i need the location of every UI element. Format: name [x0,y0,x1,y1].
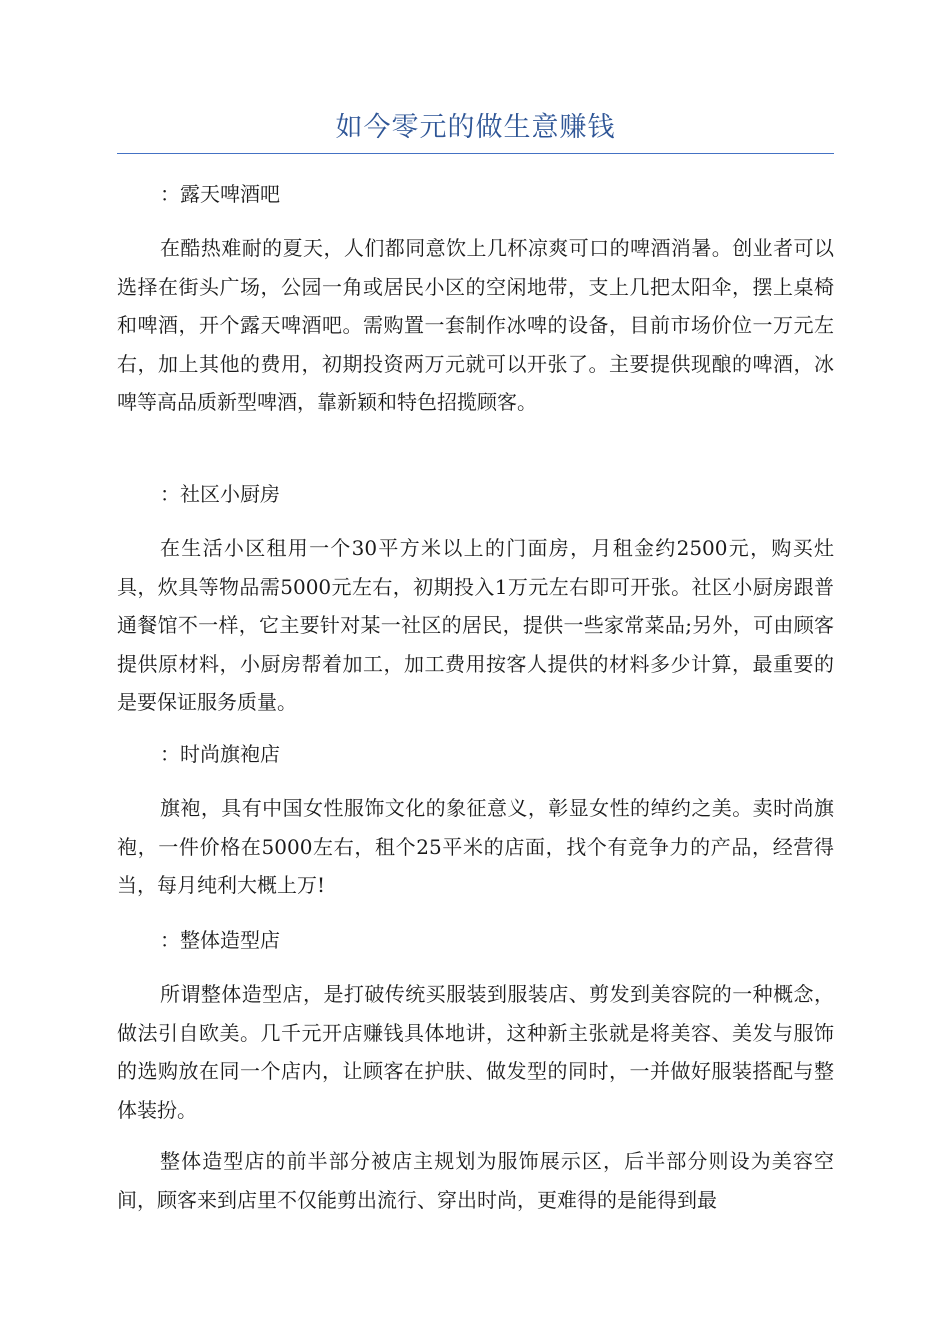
paragraph: 整体造型店的前半部分被店主规划为服饰展示区，后半部分则设为美容空间，顾客来到店里不仅能剪出流行、穿出时尚，更难得的是能得到最 [117,1149,834,1212]
section-body-styling-shop-continued [117,1142,834,1219]
section-heading-community-kitchen: ：社区小厨房 [160,482,280,506]
section-heading-styling-shop: ：整体造型店 [160,928,280,952]
document-title: 如今零元的做生意赚钱 [335,112,616,143]
paragraph: 在酷热难耐的夏天，人们都同意饮上几杯凉爽可口的啤酒消暑。创业者可以选择在街头广场，公园一角或居民小区的空闲地带，支上几把太阳伞，摆上桌椅和啤酒，开个露天啤酒吧。需购置一套制作冰啤的设备，目前市场价位一万元左右，加上其他的费用，初期投资两万元就可以开张了。主要提供现酿的啤酒，冰啤等高品质新型啤酒，靠新颖和特色招揽顾客。 [117,236,834,414]
title-underline [117,153,834,154]
section-heading-beer-bar: ：露天啤酒吧 [160,182,280,206]
section-body-beer-bar [117,229,834,422]
paragraph: 旗袍，具有中国女性服饰文化的象征意义，彰显女性的绰约之美。卖时尚旗袍，一件价格在5000左右，租个25平米的店面，找个有竞争力的产品，经营得当，每月纯利大概上万! [117,796,834,897]
section-body-qipao-shop [117,789,834,905]
section-body-community-kitchen [117,529,834,722]
section-heading-qipao-shop: ：时尚旗袍店 [160,742,280,766]
section-body-styling-shop [117,975,834,1129]
paragraph: 所谓整体造型店，是打破传统买服装到服装店、剪发到美容院的一种概念，做法引自欧美。几千元开店赚钱具体地讲，这种新主张就是将美容、美发与服饰的选购放在同一个店内，让顾客在护肤、做发型的同时，一并做好服装搭配与整体装扮。 [117,982,834,1122]
paragraph: 在生活小区租用一个30平方米以上的门面房，月租金约2500元，购买灶具，炊具等物品需5000元左右，初期投入1万元左右即可开张。社区小厨房跟普通餐馆不一样，它主要针对某一社区的居民，提供一些家常菜品;另外，可由顾客提供原材料，小厨房帮着加工，加工费用按客人提供的材料多少计算，最重要的是要保证服务质量。 [117,536,834,714]
